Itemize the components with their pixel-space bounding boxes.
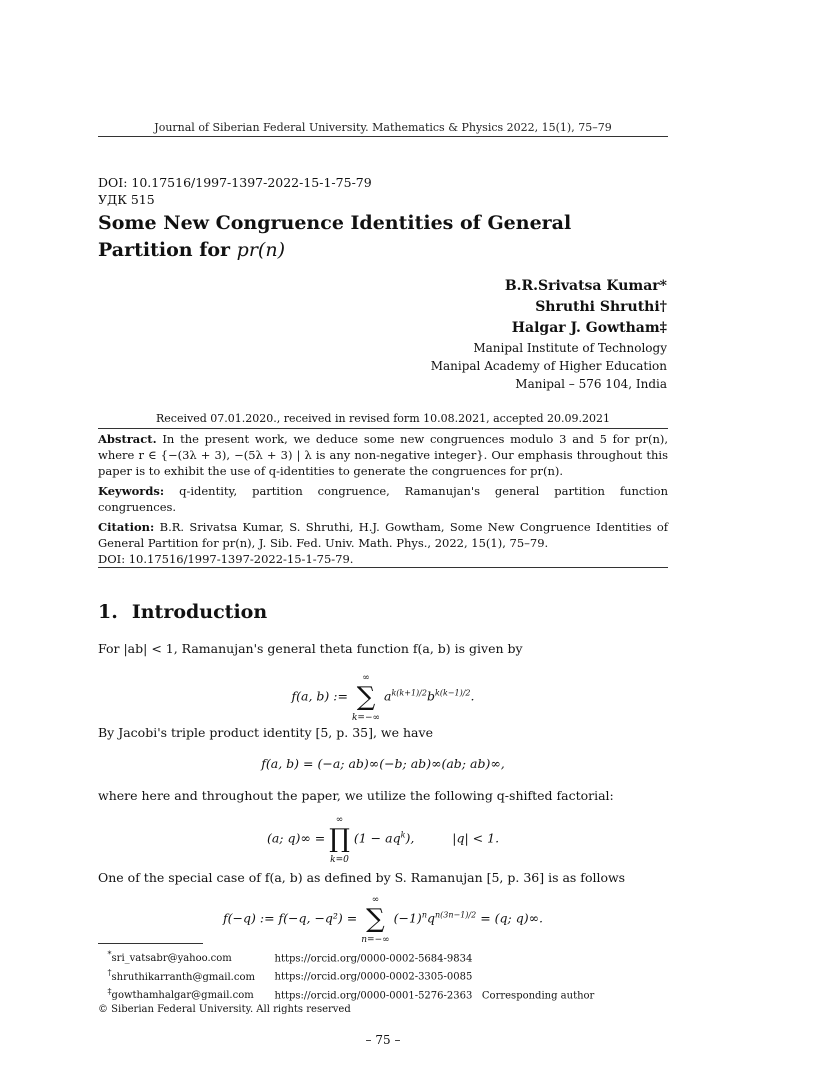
eq4-q: q	[426, 910, 435, 926]
footnote-2-email[interactable]: shruthikarranth@gmail.com	[111, 971, 255, 983]
equation-2: f(a, b) = (−a; ab)∞(−b; ab)∞(ab; ab)∞,	[261, 756, 505, 771]
sum-lower: k=−∞	[351, 713, 380, 723]
footnotes	[98, 948, 678, 1017]
eq1-exp-a: k(k+1)/2	[391, 688, 427, 698]
eq1-a: a	[383, 688, 392, 704]
section-number: 1.	[98, 601, 118, 623]
title-line-2: Partition for	[98, 239, 237, 261]
received-dates: Received 07.01.2020., received in revised form 10.08.2021, accepted 20.09.2021	[156, 412, 610, 425]
citation-text: B.R. Srivatsa Kumar, S. Shruthi, H.J. Gowtham, Some New Congruence Identities of General Partition for pr(n), J. Sib. Fed. Univ. Math. Phys., 2022, 15(1), 75–79.	[98, 520, 669, 550]
footnote-1	[98, 948, 678, 966]
citation-label: Citation:	[98, 520, 155, 534]
eq3-exp: k	[400, 830, 406, 840]
affiliation	[431, 339, 667, 393]
doi-line: DOI: 10.17516/1997-1397-2022-15-1-75-79	[98, 175, 372, 190]
title-math: pr(n)	[236, 239, 285, 261]
eq1-end: .	[470, 688, 475, 704]
sum-upper: ∞	[362, 673, 370, 683]
page-number: – 75 –	[365, 1033, 401, 1047]
footnote-3-email[interactable]: gowthamhalgar@gmail.com	[111, 989, 254, 1001]
product-symbol: ∏	[329, 824, 350, 854]
footnote-3	[98, 985, 678, 1003]
author-3: Halgar J. Gowtham‡	[511, 320, 667, 336]
footnote-1-email[interactable]: sri_vatsabr@yahoo.com	[111, 953, 232, 965]
section-heading	[98, 601, 281, 623]
abstract-bottom-rule	[98, 567, 668, 568]
author-1: B.R.Srivatsa Kumar*	[504, 278, 667, 294]
affiliation-line-3: Manipal – 576 104, India	[515, 377, 667, 391]
footnote-rule	[98, 943, 203, 944]
footnote-2-orcid[interactable]: https://orcid.org/0000-0002-3305-0085	[274, 971, 473, 983]
paragraph-3: where here and throughout the paper, we utilize the following q-shifted factorial:	[98, 788, 614, 803]
footnote-1-mark: *	[107, 950, 112, 959]
citation-doi: DOI: 10.17516/1997-1397-2022-15-1-75-79.	[98, 552, 354, 566]
header-rule	[98, 136, 668, 137]
affiliation-line-2: Manipal Academy of Higher Education	[430, 359, 667, 373]
eq3-term: (1 − aq	[353, 830, 401, 846]
author-2: Shruthi Shruthi†	[535, 299, 667, 315]
paper-title	[98, 210, 571, 264]
eq1-b: b	[426, 688, 435, 704]
paragraph-2: By Jacobi's triple product identity [5, p. 35], we have	[98, 725, 433, 740]
doi-block	[98, 174, 372, 208]
footnote-3-orcid[interactable]: https://orcid.org/0000-0001-5276-2363	[274, 989, 473, 1001]
sum2-symbol: ∑	[366, 904, 385, 934]
sum-symbol: ∑	[356, 682, 376, 712]
eq4-exp: n(3n−1)/2	[434, 910, 477, 920]
udk-line: УДК 515	[98, 192, 155, 207]
eq4-term: (−1)	[393, 910, 422, 926]
author-list	[505, 276, 667, 339]
eq4-exp-n: n	[421, 910, 427, 920]
eq1-lhs: f(a, b) :=	[291, 688, 348, 704]
affiliation-line-1: Manipal Institute of Technology	[473, 341, 667, 355]
footnote-3-mark: ‡	[107, 986, 112, 996]
copyright-line: © Siberian Federal University. All rights reserved	[98, 1003, 351, 1015]
sum2-lower: n=−∞	[361, 935, 390, 945]
prod-upper: ∞	[335, 815, 344, 825]
equation-4	[98, 892, 668, 946]
sum2-upper: ∞	[371, 895, 380, 905]
prod-lower: k=0	[330, 855, 349, 865]
eq3-tail: ),	[405, 830, 415, 846]
abstract-top-rule	[98, 428, 668, 429]
paragraph-4: One of the special case of f(a, b) as defined by S. Ramanujan [5, p. 36] is as follows	[98, 870, 626, 885]
title-line-1: Some New Congruence Identities of General	[98, 212, 572, 234]
abstract-text: In the present work, we deduce some new congruences modulo 3 and 5 for pr(n), where r ∈ {−(3λ + 3), −(5λ + 3) | λ is any non-negative integer}. Our emphasis throughout this paper is to exhibit the use of q-identities to generate the congruences for pr(n).	[98, 432, 669, 478]
abstract-block	[98, 431, 668, 571]
footnote-3-note: Corresponding author	[481, 989, 595, 1001]
paragraph-1: For |ab| < 1, Ramanujan's general theta function f(a, b) is given by	[98, 641, 523, 656]
keywords-text: q-identity, partition congruence, Ramanujan's general partition function congruences.	[98, 484, 669, 514]
footnote-2-mark: †	[107, 968, 112, 978]
footnote-2	[98, 966, 678, 984]
equation-3	[98, 812, 668, 866]
footnote-1-orcid[interactable]: https://orcid.org/0000-0002-5684-9834	[274, 953, 473, 965]
running-header: Journal of Siberian Federal University. Mathematics & Physics 2022, 15(1), 75–79	[154, 121, 612, 134]
section-title: Introduction	[131, 601, 268, 623]
eq4-lhs: f(−q) := f(−q, −q²) =	[223, 910, 358, 926]
eq1-exp-b: k(k−1)/2	[434, 688, 471, 698]
keywords-label: Keywords:	[98, 484, 165, 498]
eq3-lhs: (a; q)∞ =	[266, 830, 326, 846]
eq3-condition: |q| < 1.	[452, 830, 500, 846]
eq4-rhs: = (q; q)∞.	[480, 910, 543, 926]
equation-1	[98, 670, 668, 724]
abstract-label: Abstract.	[98, 432, 157, 446]
